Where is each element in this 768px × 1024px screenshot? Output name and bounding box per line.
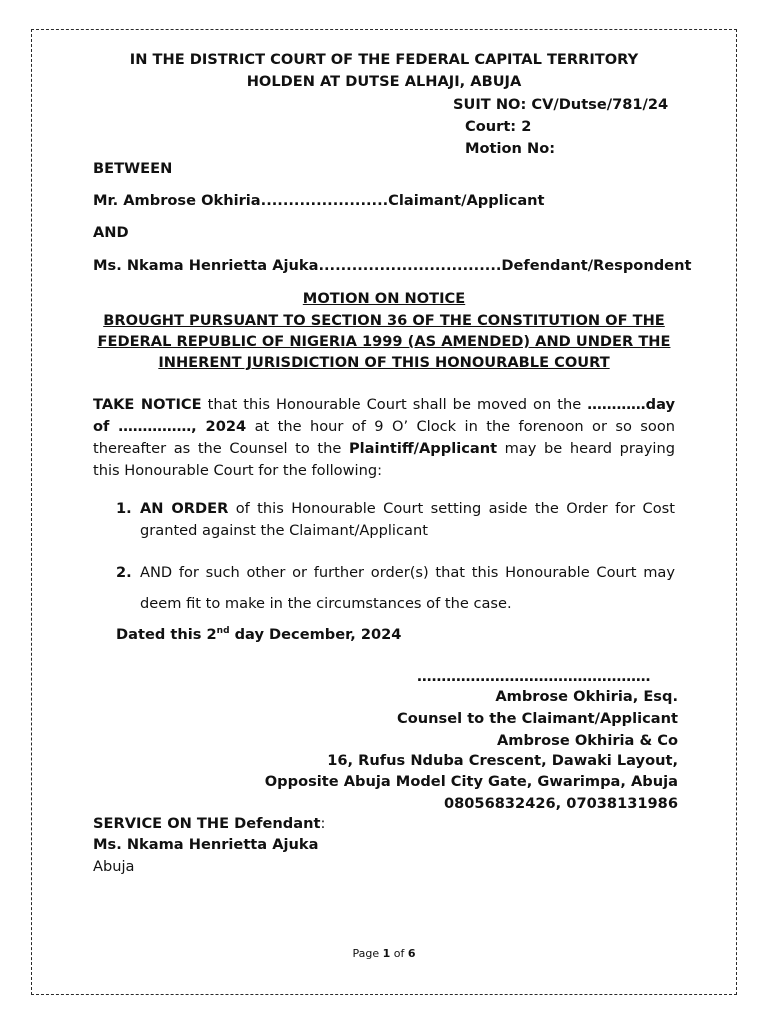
order-1-number: 1.	[116, 500, 132, 517]
court-number: Court: 2	[465, 118, 532, 135]
motion-heading-line2: FEDERAL REPUBLIC OF NIGERIA 1999 (AS AMENDED) AND UNDER THE	[97, 333, 671, 350]
motion-heading-line3: INHERENT JURISDICTION OF THIS HONOURABLE COURT	[158, 354, 610, 371]
notice-paragraph	[93, 394, 675, 482]
dated-line	[116, 625, 401, 645]
address-line-2: Opposite Abuja Model City Gate, Gwarimpa, Abuja	[264, 773, 678, 790]
take-notice-label: TAKE NOTICE	[93, 396, 202, 413]
defendant-line: Ms. Nkama Henrietta Ajuka.................................Defendant/Respondent	[93, 257, 692, 274]
counsel-role: Counsel to the Claimant/Applicant	[397, 710, 678, 727]
firm-name: Ambrose Okhiria & Co	[496, 732, 678, 749]
notice-party: Plaintiff/Applicant	[348, 440, 498, 457]
notice-date-blank: …………day of ……………, 2024	[93, 396, 675, 435]
order-2-number: 2.	[116, 564, 132, 581]
service-city: Abuja	[93, 858, 135, 875]
claimant-line: Mr. Ambrose Okhiria.......................Claimant/Applicant	[93, 192, 545, 209]
service-name: Ms. Nkama Henrietta Ajuka	[93, 836, 319, 853]
motion-number: Motion No:	[465, 140, 556, 157]
order-2	[140, 557, 675, 619]
service-label	[93, 814, 325, 834]
court-title: IN THE DISTRICT COURT OF THE FEDERAL CAPITAL TERRITORY	[129, 51, 639, 68]
notice-text-1: that this Honourable Court shall be moved on the	[201, 396, 588, 413]
address-line-1: 16, Rufus Nduba Crescent, Dawaki Layout,	[327, 752, 678, 769]
between-label: BETWEEN	[93, 160, 173, 177]
motion-heading-line1: BROUGHT PURSUANT TO SECTION 36 OF THE CONSTITUTION OF THE	[103, 312, 665, 329]
footer-page-number: 1	[382, 947, 391, 960]
notice-text-2: at the hour of 9 O’ Clock in the forenoon or so soon thereafter as the Counsel to the	[93, 418, 675, 457]
dated-prefix: Dated this 2	[116, 626, 217, 643]
suit-number: SUIT NO: CV/Dutse/781/24	[453, 96, 669, 113]
footer-page-total: 6	[407, 947, 416, 960]
order-1-lead: AN ORDER	[140, 500, 229, 517]
page-footer	[0, 947, 768, 961]
service-label-text: SERVICE ON THE Defendant	[93, 815, 321, 832]
motion-title: MOTION ON NOTICE	[302, 290, 466, 307]
court-location: HOLDEN AT DUTSE ALHAJI, ABUJA	[246, 73, 522, 90]
footer-page-word: Page	[352, 947, 383, 960]
service-colon: :	[320, 815, 326, 832]
dated-sup: nd	[216, 626, 230, 637]
footer-of-word: of	[390, 947, 408, 960]
and-label: AND	[93, 224, 129, 241]
notice-text-3: may be heard praying this Honourable Court for the following:	[93, 440, 675, 479]
phone-numbers: 08056832426, 07038131986	[443, 795, 678, 812]
order-1-text: of this Honourable Court setting aside the Order for Cost granted against the Claimant/Applicant	[140, 500, 675, 539]
dated-suffix: day December, 2024	[229, 626, 402, 643]
order-2-text: AND for such other or further order(s) that this Honourable Court may deem fit to make in the circumstances of the case.	[140, 564, 675, 612]
counsel-name: Ambrose Okhiria, Esq.	[495, 688, 678, 705]
signature-line: …………………………………………	[417, 668, 651, 685]
order-1	[140, 498, 675, 542]
